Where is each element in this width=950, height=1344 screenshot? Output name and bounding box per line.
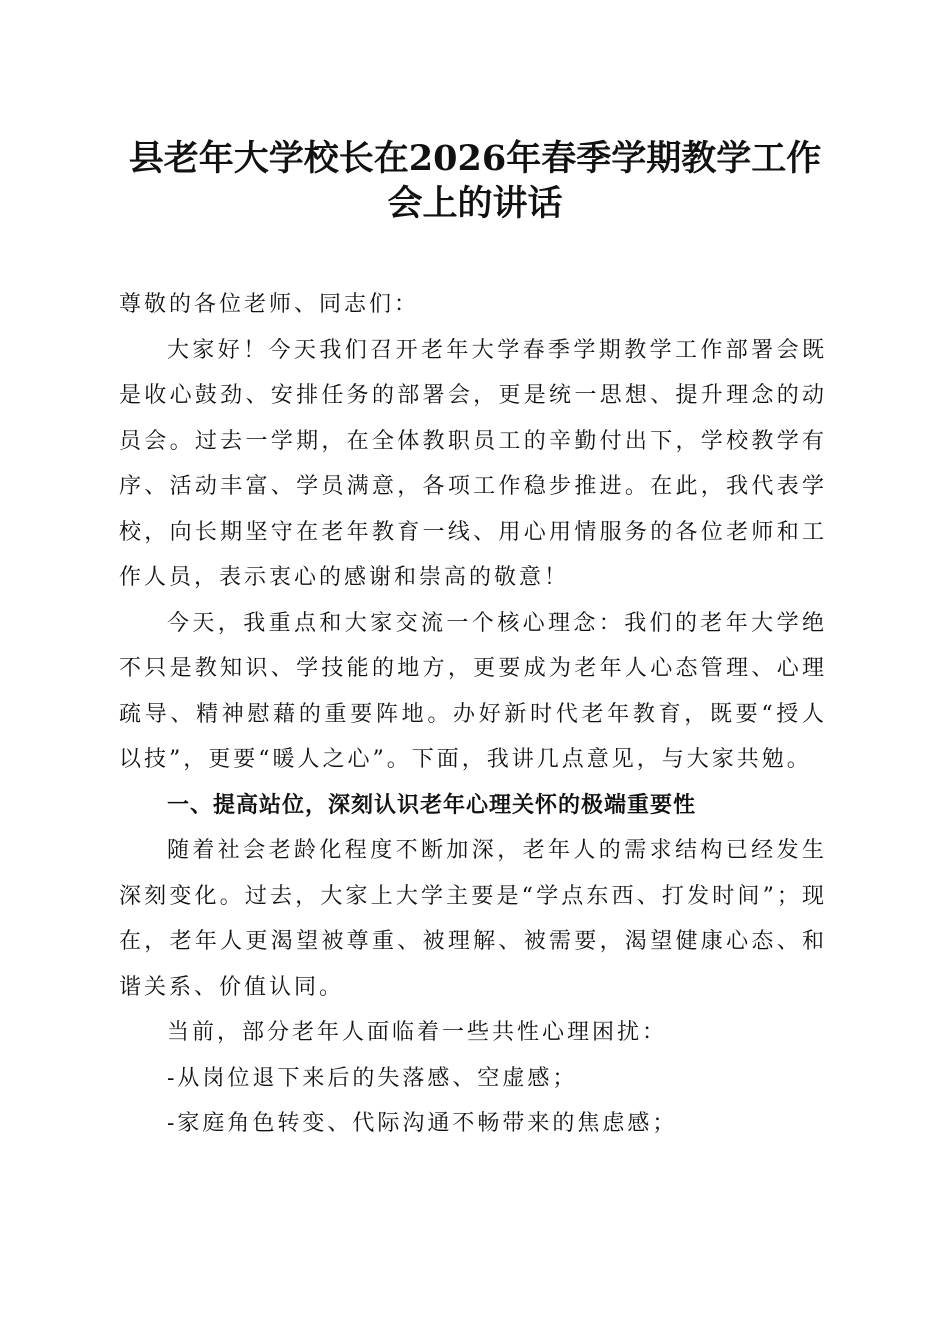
salutation: 尊敬的各位老师、同志们： xyxy=(119,292,420,317)
list-item: -从岗位退下来后的失落感、空虚感； xyxy=(167,1065,578,1091)
section-heading-1: 一、提高站位，深刻认识老年心理关怀的极端重要性 xyxy=(167,792,697,818)
paragraph-core-idea: 今天，我重点和大家交流一个核心理念：我们的老年大学绝不只是教知识、学技能的地方，更要成为老年人心态管理、心理疏导、精神慰藉的重要阵地。办好新时代老年教育，既要“授人以技”，更要“暖人之心”。下面，我讲几点意见，与大家共勉。 xyxy=(119,610,827,772)
paragraph-common-troubles: 当前，部分老年人面临着一些共性心理困扰： xyxy=(167,1020,668,1045)
list-item: -家庭角色转变、代际沟通不畅带来的焦虑感； xyxy=(167,1111,678,1136)
document-body xyxy=(119,282,827,1147)
paragraph-aging-needs: 随着社会老龄化程度不断加深，老年人的需求结构已经发生深刻变化。过去，大家上大学主要是“学点东西、打发时间”；现在，老年人更渴望被尊重、被理解、被需要，渴望健康心态、和谐关系、价值认同。 xyxy=(119,838,827,1000)
document-title xyxy=(60,136,890,226)
title-line-1: 县老年大学校长在2026年春季学期教学工作 xyxy=(128,138,822,179)
title-line-2: 会上的讲话 xyxy=(387,183,563,224)
paragraph-greeting: 大家好！今天我们召开老年大学春季学期教学工作部署会既是收心鼓劲、安排任务的部署会，更是统一思想、提升理念的动员会。过去一学期，在全体教职员工的辛勤付出下，学校教学有序、活动丰富、学员满意，各项工作稳步推进。在此，我代表学校，向长期坚守在老年教育一线、用心用情服务的各位老师和工作人员，表示衷心的感谢和崇高的敬意！ xyxy=(119,337,827,590)
